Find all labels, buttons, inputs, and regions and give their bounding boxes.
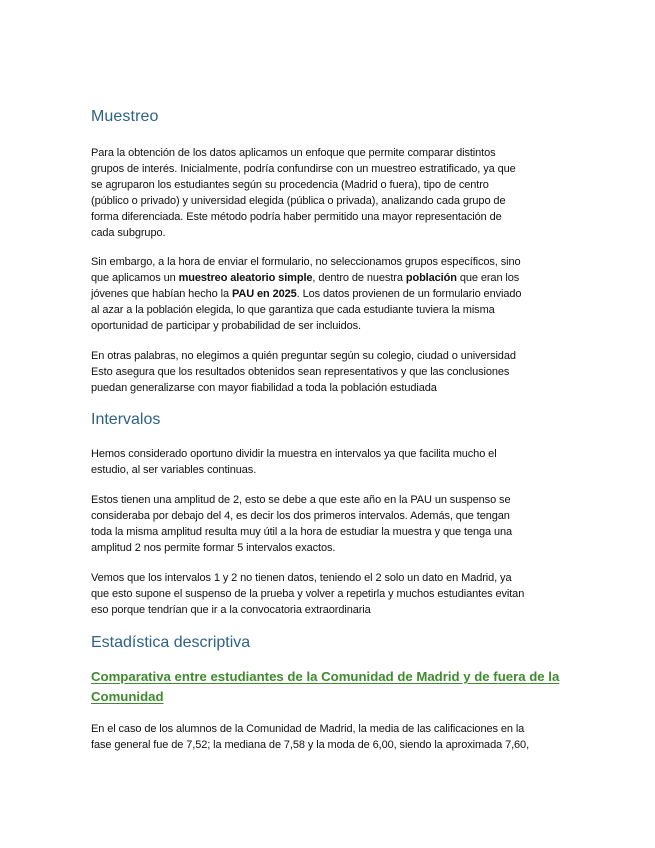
subheading-line: Comunidad — [91, 689, 164, 704]
paragraph-muestreo-1 — [91, 145, 569, 241]
text-line: fase general fue de 7,52; la mediana de 7,58 y la moda de 6,00, siendo la aproximada 7,60, — [91, 739, 530, 751]
text-line: En el caso de los alumnos de la Comunidad de Madrid, la media de las calificaciones en la — [91, 723, 525, 735]
text-line: grupos de interés. Inicialmente, podría confundirse con un muestreo estratificado, ya que — [91, 163, 516, 175]
heading-estadistica-descriptiva: Estadística descriptiva — [91, 634, 251, 651]
text-run: que eran los — [456, 272, 520, 284]
bold-term-poblacion: población — [405, 272, 457, 284]
text-line: estudio, al ser variables continuas. — [91, 464, 257, 476]
paragraph-muestreo-2 — [91, 254, 569, 334]
text-line: se agruparon los estudiantes según su procedencia (Madrid o fuera), tipo de centro — [91, 179, 489, 191]
text-line — [91, 286, 569, 302]
subheading-line: Comparativa entre estudiantes de la Comunidad de Madrid y de fuera de la — [91, 669, 560, 684]
text-line: Sin embargo, a la hora de enviar el formulario, no seleccionamos grupos específicos, sino — [91, 256, 521, 268]
text-line: eso porque tendrían que ir a la convocatoria extraordinaria — [91, 604, 371, 616]
text-run: jóvenes que habían hecho la — [91, 288, 232, 300]
document-content — [91, 107, 569, 753]
bold-term-pau: PAU en 2025 — [231, 288, 297, 300]
text-line — [91, 270, 569, 286]
text-run: que aplicamos un — [91, 272, 179, 284]
text-line: al azar a la población elegida, lo que garantiza que cada estudiante tuviera la misma — [91, 304, 495, 316]
paragraph-estadistica-1 — [91, 721, 569, 753]
paragraph-muestreo-3 — [91, 348, 569, 396]
text-run: . Los datos provienen de un formulario enviado — [296, 288, 522, 300]
text-line: Vemos que los intervalos 1 y 2 no tienen datos, teniendo el 2 solo un dato en Madrid, ya — [91, 572, 512, 584]
text-line: oportunidad de participar y probabilidad de ser incluidos. — [91, 320, 361, 332]
text-line: En otras palabras, no elegimos a quién preguntar según su colegio, ciudad o universidad — [91, 350, 516, 362]
text-line: (público o privado) y universidad elegida (pública o privada), analizando cada grupo de — [91, 195, 506, 207]
paragraph-intervalos-2 — [91, 492, 569, 556]
text-line: Esto asegura que los resultados obtenidos sean representativos y que las conclusiones — [91, 366, 510, 378]
text-line: cada subgrupo. — [91, 227, 166, 239]
text-line: que esto supone el suspenso de la prueba y volver a repetirla y muchos estudiantes evitan — [91, 588, 525, 600]
paragraph-intervalos-3 — [91, 570, 569, 618]
heading-muestreo: Muestreo — [91, 108, 159, 125]
heading-intervalos: Intervalos — [91, 411, 161, 428]
text-line: Estos tienen una amplitud de 2, esto se debe a que este año en la PAU un suspenso se — [91, 494, 511, 506]
text-line: toda la misma amplitud resulta muy útil a la hora de estudiar la muestra y que tenga una — [91, 526, 513, 538]
text-line: forma diferenciada. Este método podría haber permitido una mayor representación de — [91, 211, 502, 223]
subheading-comparativa — [91, 667, 569, 707]
text-line: Para la obtención de los datos aplicamos un enfoque que permite comparar distintos — [91, 147, 496, 159]
text-line: consideraba por debajo del 4, es decir los dos primeros intervalos. Además, que tengan — [91, 510, 510, 522]
text-run: , dentro de nuestra — [312, 272, 406, 284]
paragraph-intervalos-1 — [91, 446, 569, 478]
text-line: puedan generalizarse con mayor fiabilidad a toda la población estudiada — [91, 382, 437, 394]
text-line: amplitud 2 nos permite formar 5 intervalos exactos. — [91, 542, 336, 554]
text-line: Hemos considerado oportuno dividir la muestra en intervalos ya que facilita mucho el — [91, 448, 497, 460]
bold-term-muestreo-aleatorio: muestreo aleatorio simple — [178, 272, 313, 284]
